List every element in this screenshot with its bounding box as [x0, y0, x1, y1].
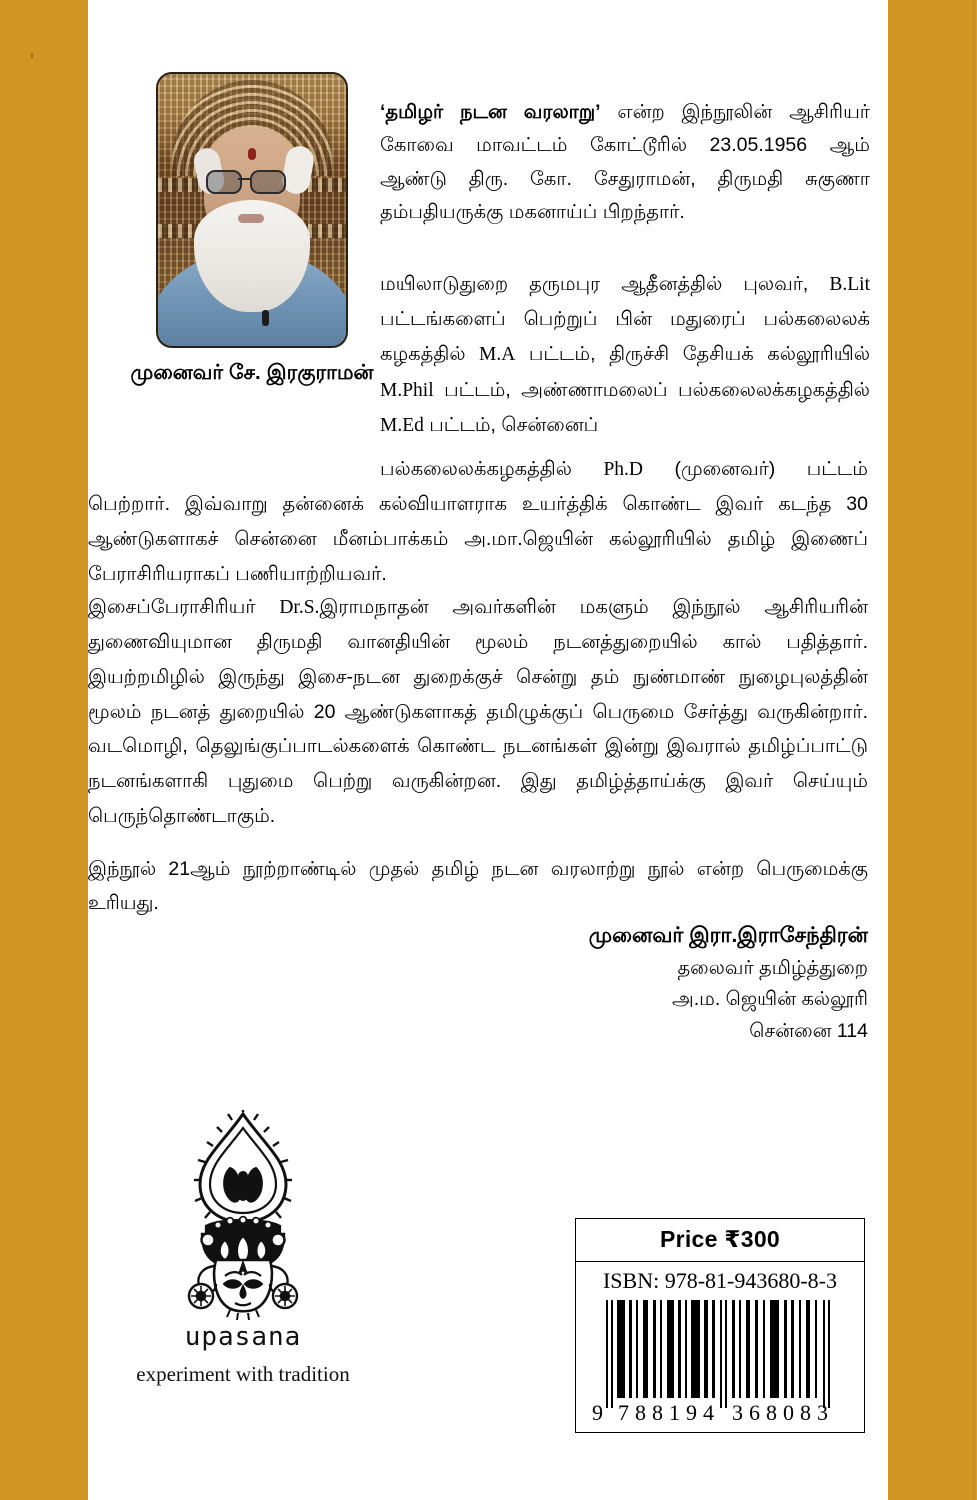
isbn-price-box: [575, 1218, 865, 1433]
qualifications-paragraph-tail: [88, 452, 868, 592]
qualifications-text-b: பட்டங்களைப் பெற்றுப் பின் மதுரைப் பல்கலைலக் கழகத்தில்: [380, 308, 870, 365]
intro-paragraph: [380, 96, 870, 230]
ean13-barcode: [592, 1298, 848, 1424]
endorser-city: சென்னை 114: [749, 1019, 868, 1042]
publisher-block: [98, 1110, 388, 1387]
author-portrait-image: [158, 74, 346, 346]
page-surface: [88, 0, 888, 1500]
qualifications-text-a: மயிலாடுதுறை தருமபுர ஆதீனத்தில் புலவர்,: [380, 272, 830, 295]
book-title-mention: ‘தமிழர் நடன வரலாறு’: [380, 100, 601, 123]
qualifications-text-e: பட்டம், சென்னைப்: [423, 414, 599, 437]
honorific-dr-s: Dr.S.: [279, 596, 320, 618]
degree-ma: M.A: [479, 343, 516, 365]
portrait-mouth: [238, 214, 264, 223]
portrait-tilak: [248, 148, 256, 160]
left-gold-strip: [0, 0, 88, 1500]
qualifications-text-c: பட்டம், திருச்சி தேசியக் கல்லூரியில்: [515, 342, 871, 365]
deity-mask-icon: [168, 1110, 318, 1320]
portrait-spectacle-left: [206, 170, 242, 194]
degree-mphil: M.Phil: [380, 379, 434, 401]
portrait-spectacle-bridge: [238, 178, 250, 180]
degree-phd: Ph.D: [603, 458, 643, 480]
career-text-a: இசைப்பேராசிரியர்: [88, 595, 280, 618]
degree-blit: B.Lit: [829, 273, 870, 295]
barcode-group-1: 788194: [618, 1400, 720, 1424]
endorser-name: முனைவர் இரா.இராசேந்திரன்: [588, 924, 868, 947]
author-portrait-frame: [156, 72, 348, 348]
qualifications-tail-a: பல்கலைலக்கழகத்தில்: [380, 457, 604, 480]
publisher-name: upasana: [184, 1322, 302, 1352]
price-label: Price ₹300: [576, 1219, 864, 1262]
right-gold-strip: [888, 0, 977, 1500]
degree-med: M.Ed: [380, 415, 424, 437]
author-photo-caption: முனைவர் சே. இரகுராமன்: [130, 361, 374, 384]
publisher-tagline: experiment with tradition: [136, 1362, 350, 1386]
barcode-area: [576, 1295, 864, 1432]
qualifications-tail-b: (முனைவர்) பட்டம் பெற்றார். இவ்வாறு தன்னைக் கல்வியாளராக உயர்த்திக் கொண்ட இவர் கடந்த 30 ஆண்டுகளாகச் சென்னை மீனம்பாக்கம் அ.மா.ஜெயின் கல்லூரியில் தமிழ் இணைப் பேராசிரியராகப் பணியாற்றியவர்.: [88, 457, 869, 585]
endorser-designation: தலைவர் தமிழ்த்துறை: [677, 956, 868, 979]
qualifications-paragraph-top: [380, 267, 870, 445]
portrait-lapel-mic: [262, 310, 269, 326]
paper-fleck: [31, 53, 33, 58]
career-paragraph: [88, 590, 868, 834]
isbn-number: ISBN: 978-81-943680-8-3: [602, 1268, 838, 1293]
intro-paragraph-text: என்ற இந்நூலின் ஆசிரியர் கோவை மாவட்டம் கோட்டூரில் 23.05.1956 ஆம் ஆண்டு திரு. கோ. சேதுராமன், திருமதி சுகுணா தம்பதியருக்கு மகனாய்ப் பிறந்தார்.: [380, 100, 870, 224]
closing-paragraph: இந்நூல் 21ஆம் நூற்றாண்டில் முதல் தமிழ் நடன வரலாற்று நூல் என்ற பெருமைக்கு உரியது.: [88, 857, 868, 915]
career-text-b: இராமநாதன் அவர்களின் மகளும் இந்நூல் ஆசிரியரின் துணைவியுமான திருமதி வானதியின் மூலம் நடனத்துறையில் கால் பதித்தார். இயற்றமிழில் இருந்து இசை-நடன துறைக்குச் சென்று தம் நுண்மாண் நுழைபுலத்தின் மூலம் நடனத் துறையில் 20 ஆண்டுகளாகத் தமிழுக்குப் பெருமை சேர்த்து வருகின்றார். வடமொழி, தெலுங்குப்பாடல்களைக் கொண்ட நடனங்கள் இன்று இவரால் தமிழ்ப்பாட்டு நடனங்களாகி புதுமை பெற்று வருகின்றன. இது தமிழ்த்தாய்க்கு இவர் செய்யும் பெருந்தொண்டாகும்.: [88, 595, 868, 827]
qualifications-text-d: பட்டம், அண்ணாமலைப் பல்கலைலக்கழகத்தில்: [433, 378, 870, 401]
barcode-left-digit: 9: [592, 1400, 603, 1424]
barcode-group-2: 368083: [732, 1400, 834, 1424]
author-photo-block: [114, 72, 390, 386]
endorser-institution: அ.ம. ஜெயின் கல்லூரி: [672, 988, 868, 1011]
endorser-signature-block: [88, 920, 868, 1047]
portrait-spectacle-right: [250, 170, 286, 194]
